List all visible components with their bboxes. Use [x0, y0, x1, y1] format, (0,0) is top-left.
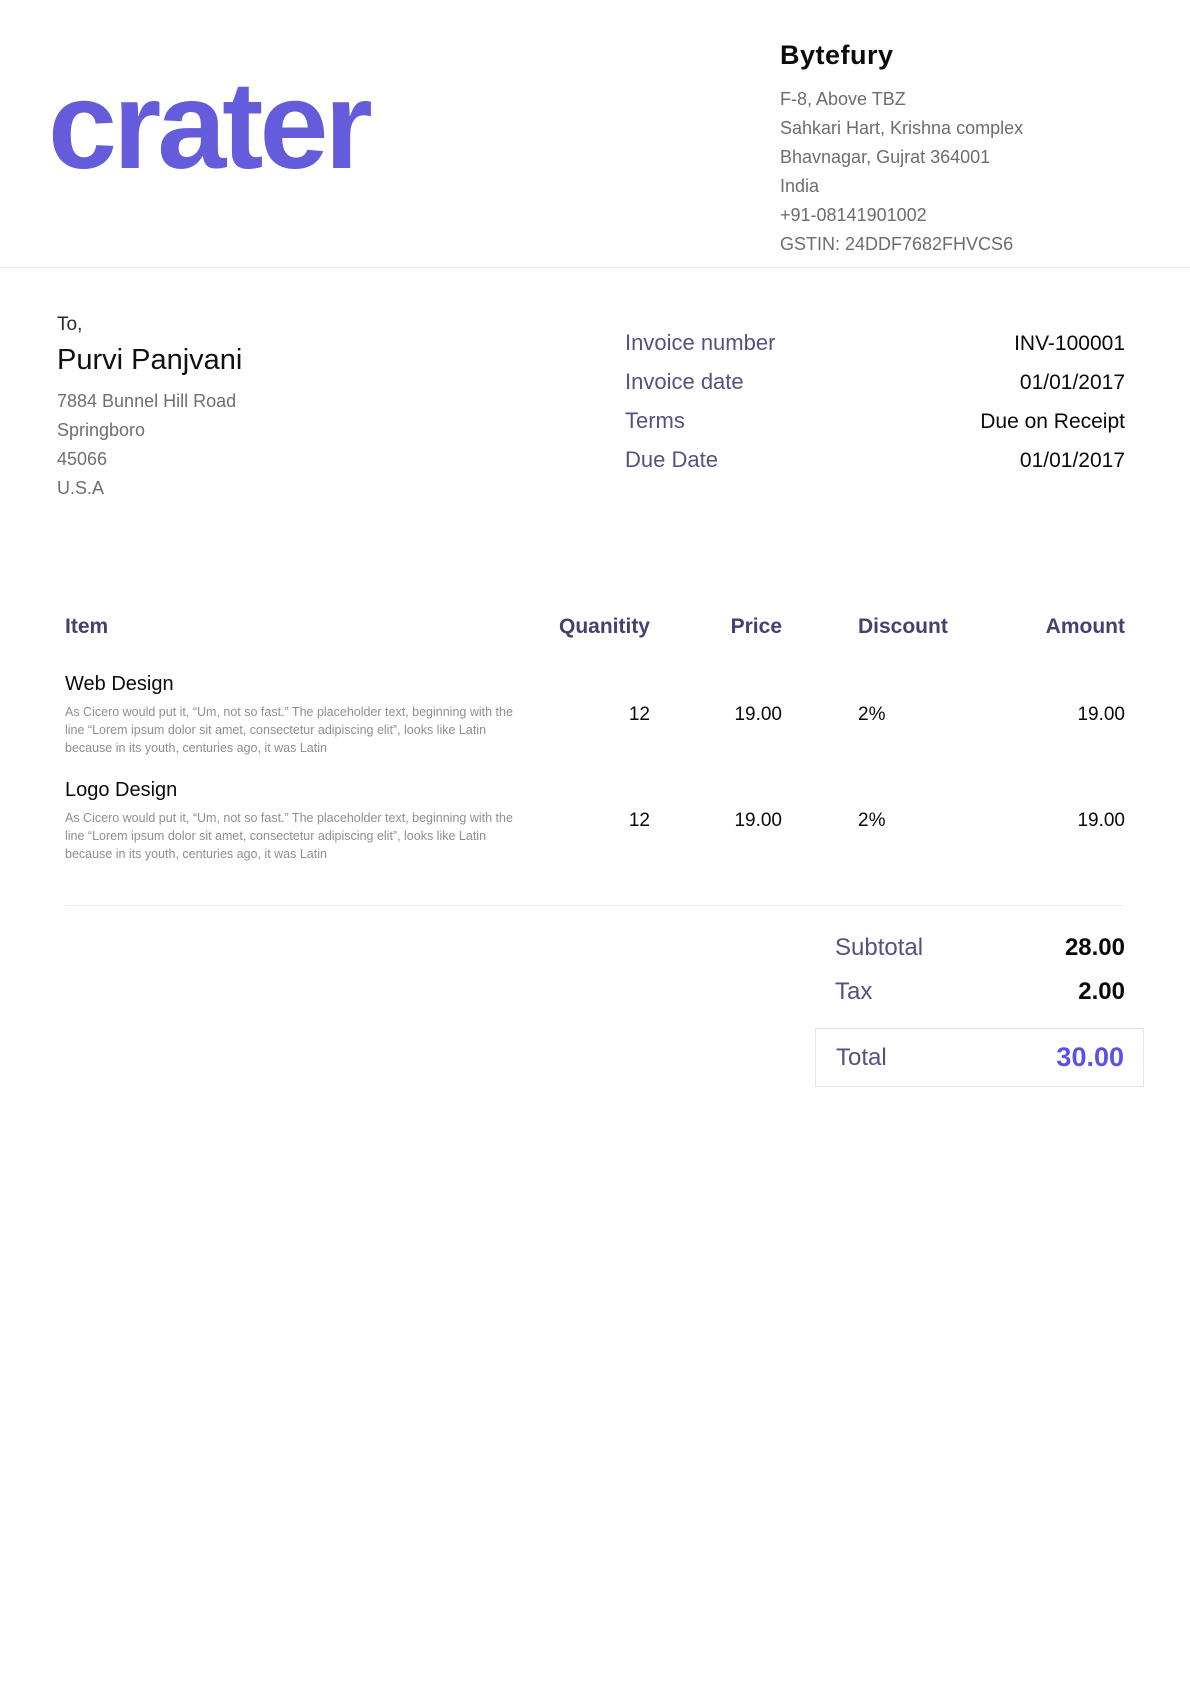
company-block [780, 36, 1125, 259]
recipient-prefix: To, [57, 314, 83, 335]
meta-row-invoice-number [625, 330, 1125, 356]
meta-row-invoice-date [625, 369, 1125, 395]
invoice-meta [625, 330, 1125, 503]
invoice-number-label: Invoice number [625, 330, 776, 355]
total-value: 30.00 [1056, 1042, 1124, 1072]
item-cell [65, 775, 525, 881]
totals-block [815, 934, 1125, 1087]
due-date-value: 01/01/2017 [1019, 449, 1125, 472]
recipient-address-line: 45066 [57, 449, 108, 469]
company-address-line: India [780, 176, 820, 196]
recipient-address-line: Springboro [57, 420, 146, 440]
item-description: As Cicero would put it, “Um, not so fast.” The placeholder text, beginning with the line “Lorem ipsum dolor sit amet, consectetur adipiscing elit”, looks like Latin because in its youth, centuries ago, it was Latin [65, 705, 513, 755]
tax-label: Tax [835, 978, 873, 1005]
recipient-address [57, 387, 242, 503]
info-section [0, 268, 1190, 503]
total-box [815, 1028, 1144, 1087]
item-amount: 19.00 [1077, 704, 1125, 725]
item-row [65, 775, 1125, 881]
recipient-address-line: U.S.A [57, 478, 105, 498]
company-address-line: F-8, Above TBZ [780, 89, 906, 109]
item-price: 19.00 [734, 704, 782, 725]
header-quantity: Quanitity [558, 615, 650, 638]
totals-section [65, 905, 1125, 1087]
subtotal-label: Subtotal [835, 934, 924, 961]
header-item: Item [65, 615, 109, 638]
total-label: Total [836, 1043, 887, 1071]
invoice-date-value: 01/01/2017 [1019, 371, 1125, 394]
item-cell [65, 669, 525, 775]
item-discount: 2% [858, 810, 886, 831]
tax-row [815, 978, 1125, 1006]
company-phone: +91-08141901002 [780, 205, 927, 225]
company-address-line: Bhavnagar, Gujrat 364001 [780, 147, 991, 167]
tax-value: 2.00 [1078, 978, 1125, 1005]
item-row [65, 669, 1125, 775]
header-amount: Amount [1045, 615, 1125, 638]
company-gstin: GSTIN: 24DDF7682FHVCS6 [780, 234, 1014, 254]
crater-logo: crater [48, 57, 369, 195]
items-table-header-row [65, 615, 1125, 669]
invoice-date-label: Invoice date [625, 369, 744, 394]
item-quantity: 12 [628, 810, 650, 831]
header-price: Price [730, 615, 782, 638]
due-date-label: Due Date [625, 447, 718, 472]
item-description: As Cicero would put it, “Um, not so fast.” The placeholder text, beginning with the line “Lorem ipsum dolor sit amet, consectetur adipiscing elit”, looks like Latin because in its youth, centuries ago, it was Latin [65, 811, 513, 861]
item-price: 19.00 [734, 810, 782, 831]
company-address [780, 85, 1125, 259]
company-name: Bytefury [780, 40, 894, 70]
items-table-wrapper [65, 615, 1125, 881]
item-discount: 2% [858, 704, 886, 725]
meta-row-due-date [625, 447, 1125, 473]
terms-value: Due on Receipt [980, 410, 1125, 433]
item-name: Web Design [65, 673, 174, 695]
item-quantity: 12 [628, 704, 650, 725]
recipient-address-line: 7884 Bunnel Hill Road [57, 391, 237, 411]
meta-row-terms [625, 408, 1125, 434]
invoice-number-value: INV-100001 [1014, 332, 1125, 355]
company-address-line: Sahkari Hart, Krishna complex [780, 118, 1024, 138]
item-amount: 19.00 [1077, 810, 1125, 831]
terms-label: Terms [625, 408, 685, 433]
invoice-header [0, 0, 1190, 268]
recipient-name: Purvi Panjvani [57, 344, 243, 376]
recipient-block [57, 314, 242, 503]
items-table [65, 615, 1125, 881]
item-name: Logo Design [65, 779, 178, 801]
subtotal-row [815, 934, 1125, 962]
subtotal-value: 28.00 [1064, 934, 1125, 961]
header-discount: Discount [858, 615, 948, 638]
